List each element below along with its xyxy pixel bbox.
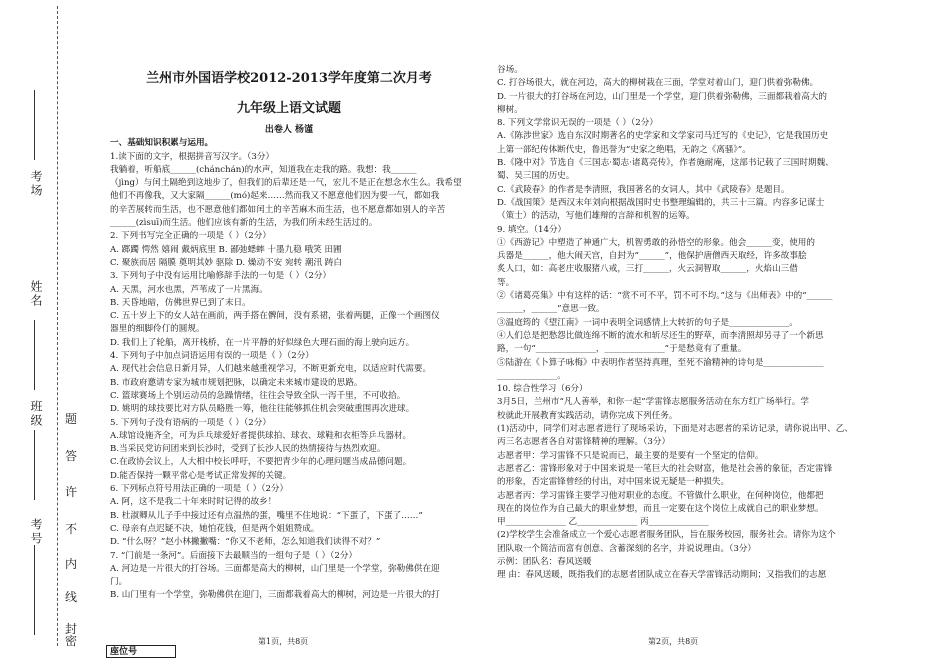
text-line: C. 篮球赛场上个别运动员的急躁情绪，往往会导致全队一泻千里，不可收拾。 — [110, 390, 406, 401]
text-line: A. 阿，这不是我二十年来时时记得的故乡！ — [110, 497, 277, 508]
text-line: 器里的细脚伶仃的圆规。 — [110, 324, 205, 335]
text-line: 我躺着，听船底______(chánchán)的水声，知道我在走我的路。我想：我______ — [110, 164, 417, 175]
seal-char: 不 — [65, 522, 78, 536]
seal-char: 密 — [65, 634, 78, 648]
text-line: 1.读下面的文字，根据拼音写汉字。（3分） — [110, 151, 275, 162]
text-line: B. 杜淑卿从儿子手中接过还有点温热的蛋，嘴里不住地说：“下蛋了，下蛋了……” — [110, 510, 423, 521]
text-line: C.在政协会议上，人大相中校长呼吁，不要把青少年的心理问题当成品德问题。 — [110, 457, 412, 468]
text-line: D. 一片很大的打谷场在河边，山门里是一个学堂，迎门供着弥勒佛，三面都栽着高大的 — [497, 91, 828, 102]
right-column — [497, 0, 853, 583]
exam-no-label: 考号 — [29, 518, 43, 546]
text-line: B. 山门里有一个学堂，弥勒佛供在迎门，三面都栽着高大的柳树，河边是一片很大的打 — [110, 590, 440, 601]
text-line: 等。 — [497, 277, 515, 288]
text-line: (1)活动中，同学们对志愿者进行了现场采访，下面是对志愿者的采访记录，请你说出甲、乙、 — [497, 424, 853, 435]
text-line: C. 母亲有点迟疑不决，她怕花钱，但是两个姐姐赞成。 — [110, 523, 320, 534]
text-line: 门。 — [110, 577, 128, 588]
seat-number-box: 座位号 — [106, 645, 176, 658]
class-label: 班级 — [29, 400, 43, 428]
text-line: B.当采民党访问团来到长沙时，受到了长沙人民的热情接待与热烈欢迎。 — [110, 444, 386, 455]
text-line: (2)学校学生会准备成立一个爱心志愿者服务团队，旨在服务校园，服务社会。请你为这个 — [497, 530, 836, 541]
page-footer-left: 第1页，共8页 — [258, 637, 309, 646]
left-question-body — [110, 137, 468, 602]
text-line: A. 河边是一片很大的打谷场。三面都是高大的柳树，山门里是一个学堂，弥勒佛供在迎 — [110, 563, 440, 574]
text-line: 团队取一个简洁而富有创意、含蓄深刻的名字，并说说理由。（3分） — [497, 543, 756, 554]
text-line: 6. 下列标点符号用法正确的一项是（ ）（2分） — [110, 484, 289, 495]
seal-char: 许 — [65, 485, 78, 499]
text-line: 甲______________ 乙______________ 丙______________ — [497, 517, 709, 528]
text-line: A.《陈涉世家》选自东汉时期著名的史学家和文学家司马迁写的《史记》，它是我国历史 — [497, 131, 829, 142]
text-line: ⑤陆游在《卜算子咏梅》中表明作者坚持真理，至死不渝精神的诗句是______________ — [497, 357, 824, 368]
exam-subtitle: 九年级上语文试题 — [236, 101, 341, 116]
text-line: A. 踯躅 愕然 嬉闹 戴炳底里 B. 鄙弛蟋蟀 十墨九稳 哦笑 田圃 — [110, 244, 342, 255]
text-line: B. 市政府邀请专家为城市规划把脉，以确定未来城市建设的思路。 — [110, 377, 363, 388]
right-question-body — [497, 64, 853, 583]
text-line: 现在的岗位作为自己最大的职业梦想，而且一定要在这个岗位上成就自己的职业梦想。 — [497, 503, 824, 514]
page-footer-right: 第2页，共8页 — [648, 637, 699, 646]
text-line: 3. 下列句子中没有运用比喻修辞手法的一句是（ ）（2分） — [110, 271, 332, 282]
seal-char: 封 — [65, 622, 78, 636]
seal-char: 内 — [65, 557, 78, 571]
text-line: （jìng）与闰土隔绝到这地步了，但我们的后辈还是一气，宏儿不是正在想念水生么。我希望 — [110, 178, 462, 189]
text-line: 10. 综合性学习（6分） — [497, 384, 588, 395]
binding-margin — [0, 0, 100, 658]
text-line: C. 五十岁上下的女人站在画前，两手搭在髀间，没有系裙，张着两腿，正像一个画图仪 — [110, 311, 440, 322]
text-line: 志愿者甲：学习雷锋不只是说而已，最主要的是要有一个坚定的信仰。 — [497, 450, 764, 461]
text-line: ______，______”意思一致。 — [497, 304, 605, 315]
text-line: 校就此开展教育实践活动，请你完成下列任务。 — [497, 410, 678, 421]
text-line: 3月5日，兰州市“凡人善举，和你一起”学雷锋志愿服务活动在东方红广场举行。学 — [497, 397, 809, 408]
exam-room-label: 考场 — [29, 170, 43, 198]
exam-room-blank — [34, 90, 35, 160]
text-line: 路，一句“______________，______________”于是愁竟有了重量。 — [497, 344, 747, 355]
text-line: 上第一部纪传体断代史，鲁迅誉为“史家之绝唱，无韵之《离骚》”。 — [497, 144, 751, 155]
text-line: 的形象，否定雷锋曾经的付出，对中国来说无疑是一种损失。 — [497, 477, 730, 488]
exam-title: 兰州市外国语学校2012-2013学年度第二次月考 — [146, 71, 432, 86]
text-line: B. 天昏地暗，仿佛世界已到了末日。 — [110, 297, 251, 308]
seal-char: 线 — [65, 590, 78, 604]
text-line: 4. 下列句子中加点词语运用有误的一项是（ ）（2分） — [110, 351, 314, 362]
text-line: 志愿者丙：学习雷锋主要学习他对职业的态度。不管做什么职业，在何种岗位，他都把 — [497, 490, 824, 501]
text-line: （策士）的活动，写他们雄辩的言辞和机智的运筹。 — [497, 211, 695, 222]
text-line: 丙三名志愿者各自对雷锋精神的理解。（3分） — [497, 437, 671, 448]
class-blank — [34, 430, 35, 500]
text-line: D. “什么呀？”赵小林撇撇嘴：“你又不老师，怎么知道我们读得不对？” — [110, 537, 381, 548]
text-line: ______________。 — [497, 370, 566, 381]
text-line: ④人们总是把愁怨比做连绵不断的流水和斩尽还生的野草，而李清照却另寻了一个新思 — [497, 330, 824, 341]
text-line: 9. 填空。（14分） — [497, 224, 567, 235]
text-line: 2. 下列书写完全正确的一项是（ ）（2分） — [110, 231, 271, 242]
seal-line — [57, 6, 58, 646]
name-label: 姓名 — [29, 280, 43, 308]
text-line: ③温庭筠的《望江南》一词中表明全词感情上大转折的句子是______________。 — [497, 317, 798, 328]
text-line: B.《隆中对》节选自《三国志·蜀志·诸葛亮传》，作者施耐庵，这部书记载了三国时期魏、 — [497, 158, 834, 169]
seal-char: 答 — [65, 449, 78, 463]
text-line: 兵器是______，他大闹天宫，自封为“______”，他保护唐僧西天取经，许多故事脍 — [497, 251, 807, 262]
text-line: ②《诸葛亮集》中有这样的话：“赏不可不平，罚不可不均。”这与《出师表》中的“______ — [497, 291, 833, 302]
text-line: 8. 下列文学常识无误的一项是（ ）（2分） — [497, 118, 658, 129]
exam-no-blank — [34, 545, 35, 635]
text-line: 柳树。 — [497, 104, 523, 115]
text-line: 他们不再像我，又大家隔______(mó)起来……然而我又不愿意他们因为要一气，都如我 — [110, 191, 440, 202]
paper-setter: 出卷人 杨谨 — [264, 125, 314, 135]
text-line: A.球馆设施齐全，可为乒乓球爱好者提供球拍、球衣、球鞋和衣柜等乒乓器材。 — [110, 430, 412, 441]
seal-char: 题 — [65, 412, 78, 426]
name-blank — [34, 320, 35, 390]
left-column — [110, 0, 468, 603]
text-line: C.《武陵春》的作者是李清照，我国著名的女词人，其中《武陵春》是题目。 — [497, 184, 790, 195]
text-line: A. 现代社会信息日新月异，人们越来越重视学习，不断更新充电，以适应时代需要。 — [110, 364, 432, 375]
text-line: ______(zìsuī)而生活。他们应该有新的生活，为我们所未经生活过的。 — [110, 218, 378, 229]
text-line: 一、基础知识积累与运用。 — [110, 138, 214, 149]
text-line: C. 聚族而居 隔膜 奠明其妙 驱除 D. 燥动不安 宛转 潮汛 踌白 — [110, 257, 342, 268]
text-line: 的辛苦展转而生活，也不愿意他们都如闰土的辛苦麻木而生活，也不愿意都如别人的辛苦 — [110, 204, 446, 215]
text-line: ①《西游记》中塑造了神通广大，机智勇敢的孙悟空的形象。他会______变，使用的 — [497, 237, 815, 248]
text-line: 谷场。 — [497, 65, 523, 75]
text-line: 7. “门前是一条河”。后面接下去最顺当的一组句子是（ ）（2分） — [110, 550, 358, 561]
text-line: 理 由：春风送暖，既指我们的志愿者团队成立在春天学雷锋活动期间；又指我们的志愿 — [497, 570, 827, 581]
text-line: 蜀、吴三国的历史。 — [497, 171, 575, 182]
text-line: D.《战国策》是西汉末年刘向根据战国时史书整理编辑的，共三十三篇。内容多记谋士 — [497, 197, 825, 208]
text-line: D. 我们上了轮船，离开栈桥，在一片平静的好似绿色大理石面的海上驶向远方。 — [110, 337, 415, 348]
text-line: D.能否保持一颗平常心是考试正常发挥的关键。 — [110, 470, 292, 481]
text-line: C. 打谷场很大，就在河边，高大的柳树栽在三面，学堂对着山门，迎门供着弥勒佛。 — [497, 78, 819, 89]
text-line: 示例：团队名：春风送暖 — [497, 556, 592, 567]
text-line: 志愿者乙：雷锋形象对于中国来说是一笔巨大的社会财富，他是社会善的象征，否定雷锋 — [497, 463, 833, 474]
text-line: 炙人口，如：高老庄收服猪八戒，三打______，火云洞智取______，火焰山三借 — [497, 264, 798, 275]
text-line: D. 姚明的球技要比对方队员略胜一筹，他往往能够抓住机会突破重围再次进球。 — [110, 404, 415, 415]
text-line: 5. 下列句子没有语病的一项是（ ）（2分） — [110, 417, 271, 428]
text-line: A. 天黑，河水也黑，芦苇成了一片黑海。 — [110, 284, 268, 295]
